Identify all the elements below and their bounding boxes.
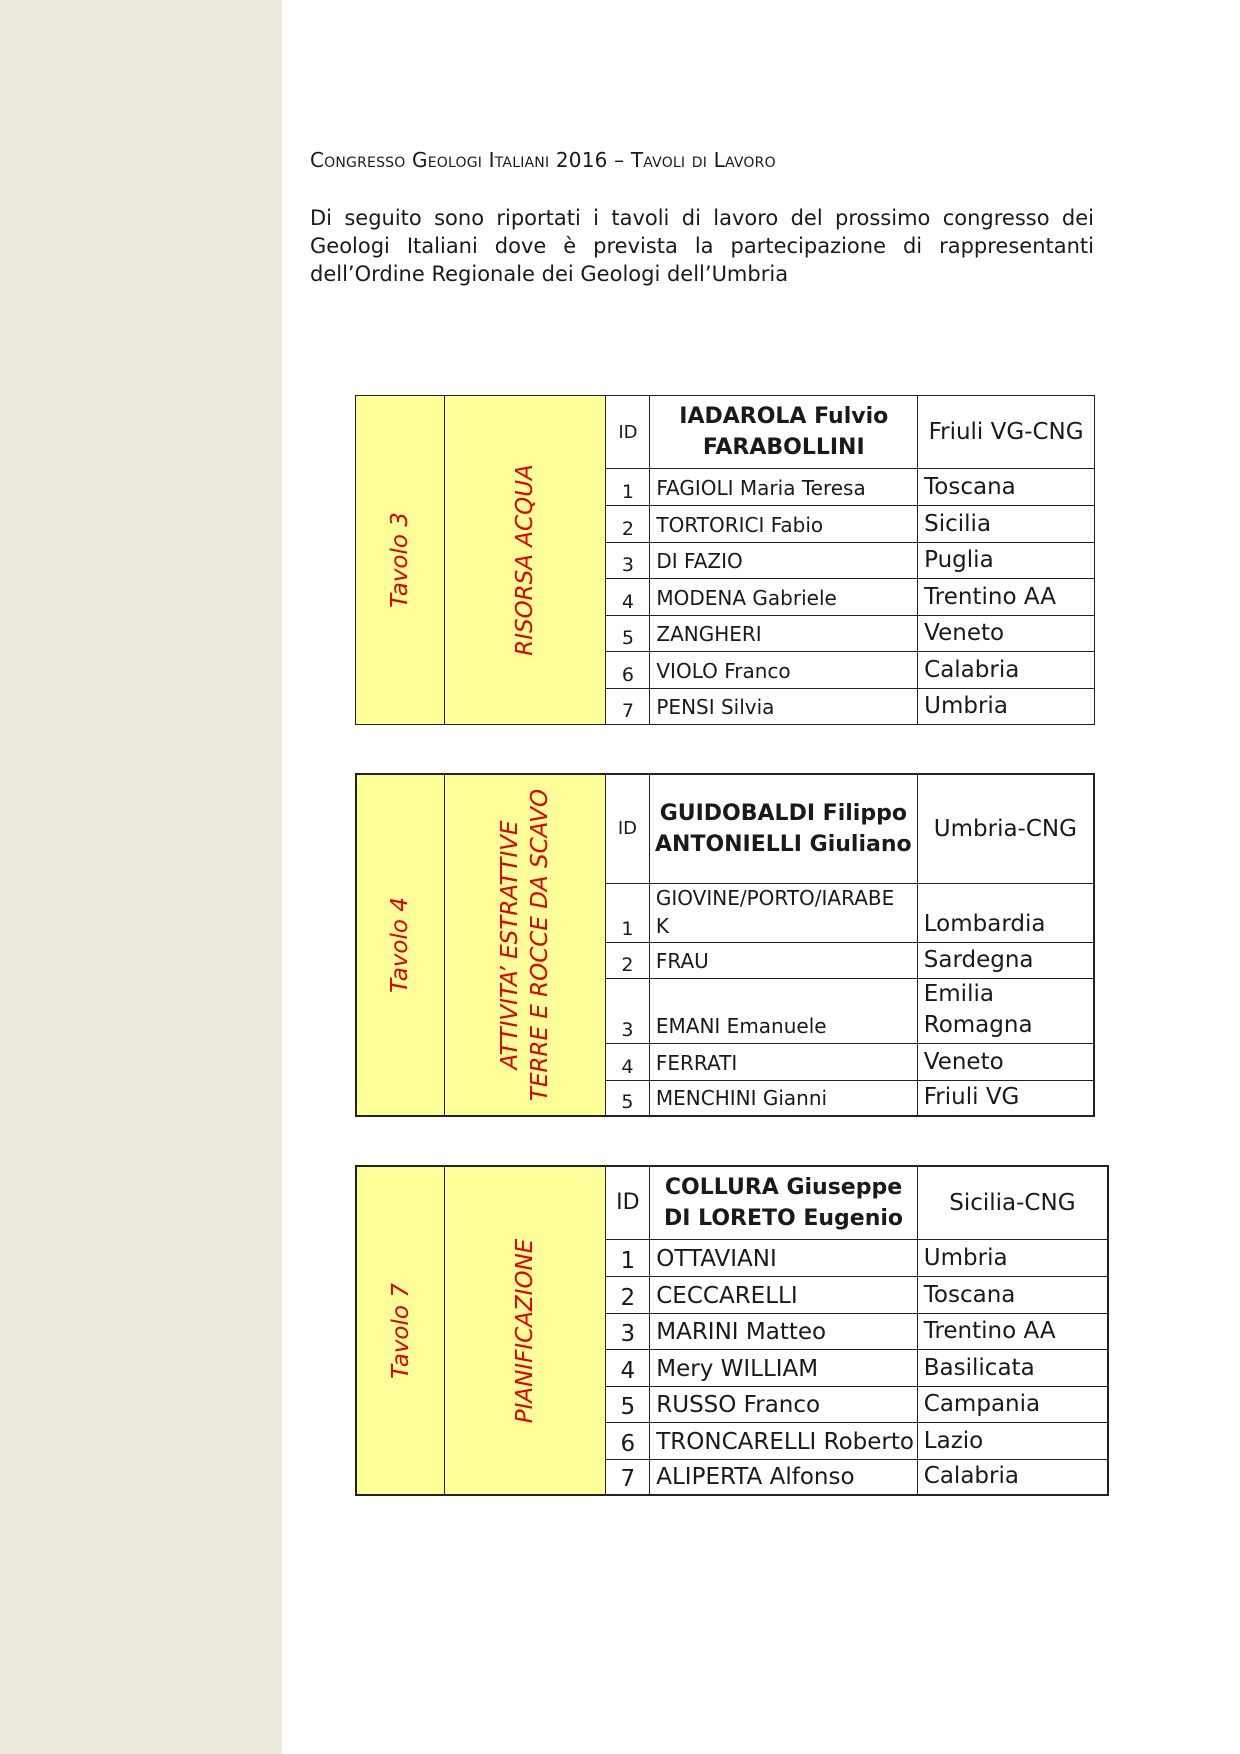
table-row: 6 VIOLO Franco Calabria (356, 652, 1095, 689)
tavolo-label-cell (356, 1166, 445, 1495)
coordinators-region: Sicilia-CNG (917, 1166, 1108, 1239)
coordinators-cell: COLLURA Giuseppe DI LORETO Eugenio (650, 1166, 918, 1239)
tema-label: PIANIFICAZIONE (512, 1238, 539, 1423)
tavolo-label: Tavolo 3 (386, 512, 413, 608)
tema-cell (444, 774, 605, 1116)
side-band (0, 0, 282, 1754)
tavolo-label: Tavolo 7 (387, 1282, 414, 1379)
tavolo-label-cell (356, 774, 444, 1116)
table-row: 5 ZANGHERI Veneto (356, 616, 1095, 652)
table-row: 3 DI FAZIO Puglia (356, 543, 1095, 579)
intro-paragraph: Di seguito sono riportati i tavoli di lavoro del prossimo congresso dei Geologi Italiani dove è prevista la partecipazione di rappresentanti dell’Ordine Regionale dei Geologi dell’Umbria (310, 206, 1094, 286)
table-row: 6 TRONCARELLI Roberto Lazio (356, 1422, 1108, 1459)
tavolo-label-cell (356, 396, 445, 725)
table-row: 1 FAGIOLI Maria Teresa Toscana (356, 469, 1095, 506)
coordinators-cell: GUIDOBALDI Filippo ANTONIELLI Giuliano (649, 774, 917, 883)
table-row: 7 PENSI Silvia Umbria (356, 689, 1095, 725)
tema-cell (444, 396, 606, 725)
table-row: 3 MARINI Matteo Trentino AA (356, 1313, 1108, 1349)
table-row: 5 RUSSO Franco Campania (356, 1386, 1108, 1422)
coordinators-region: Umbria-CNG (917, 774, 1094, 883)
id-header: ID (606, 774, 650, 883)
coordinators-cell: IADAROLA Fulvio FARABOLLINI (650, 396, 918, 469)
table-row: 4 Mery WILLIAM Basilicata (356, 1349, 1108, 1386)
tavolo-label: Tavolo 4 (387, 897, 414, 993)
table-row: 4 FERRATI Veneto (356, 1043, 1094, 1080)
table-row: 2 FRAU Sardegna (356, 942, 1094, 978)
table-row: 1 OTTAVIANI Umbria (356, 1239, 1108, 1276)
id-header: ID (606, 1166, 650, 1239)
table-row: 1 GIOVINE/PORTO/IARABE K Lombardia (356, 883, 1094, 942)
coordinators-region: Friuli VG-CNG (918, 396, 1095, 469)
table-row: 3 EMANI Emanuele Emilia Romagna (356, 978, 1094, 1043)
document-title: Congresso Geologi Italiani 2016 – Tavoli di Lavoro (310, 148, 776, 172)
tavolo-3-table (355, 395, 1095, 725)
table-row: 4 MODENA Gabriele Trentino AA (356, 579, 1095, 616)
tema-label: RISORSA ACQUA (512, 464, 539, 656)
table-row: 2 CECCARELLI Toscana (356, 1276, 1108, 1313)
tavolo-4-table (355, 773, 1095, 1117)
table-row: 5 MENCHINI Gianni Friuli VG (356, 1080, 1094, 1116)
table-row: 2 TORTORICI Fabio Sicilia (356, 506, 1095, 543)
tema-cell (445, 1166, 606, 1495)
table-row: 7 ALIPERTA Alfonso Calabria (356, 1459, 1108, 1495)
id-header: ID (606, 396, 650, 469)
tema-label: ATTIVITA’ ESTRATTIVE TERRE E ROCCE DA SCAVO (497, 788, 553, 1102)
tavolo-7-table (355, 1165, 1109, 1496)
